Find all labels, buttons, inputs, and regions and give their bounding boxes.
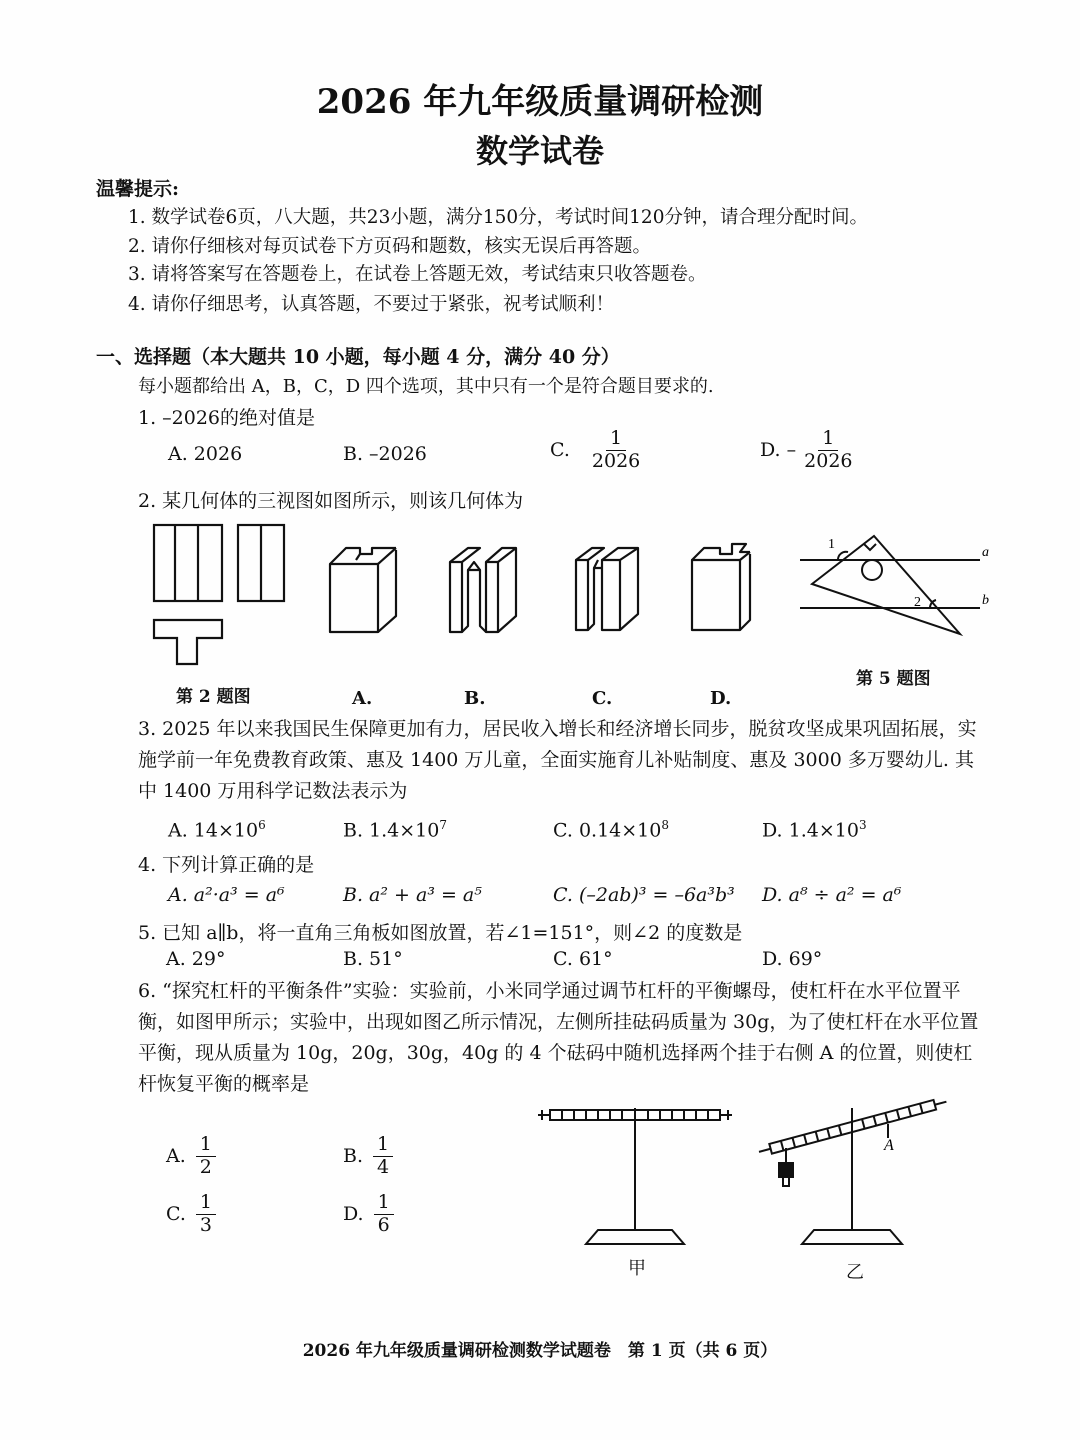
weight-block [778,1162,794,1178]
q1-option-b: B. –2026 [343,443,427,465]
solid-b-figure [446,540,521,640]
q2-option-b: B. [464,688,486,709]
tip-item: 1. 数学试卷6页，八大题，共23小题，满分150分，考试时间120分钟，请合理分配时间。 [128,207,868,228]
q2-figure-caption: 第 2 题图 [176,687,251,707]
page-title: 2026 年九年级质量调研检测 [316,82,764,122]
fraction-numerator: 1 [374,1192,394,1215]
q3-option-b [343,818,447,841]
question-1-stem: 1. –2026的绝对值是 [138,407,316,429]
q3-option-d [762,818,867,841]
q6-option-a-label: A. [166,1145,186,1168]
q3-option-c [553,818,669,841]
fraction-numerator: 1 [196,1192,216,1215]
q6-option-b-label: B. [343,1145,364,1168]
angle-1-label: 1 [828,537,835,552]
q5-option-c: C. 61° [553,948,613,970]
tips-heading: 温馨提示: [96,178,180,200]
solid-c-figure [572,540,647,640]
q6-option-c-label: C. [166,1203,186,1226]
q2-option-a: A. [352,688,373,709]
q1-option-a: A. 2026 [168,443,243,465]
q1-option-c-label: C. [550,439,570,462]
q5-figure-caption: 第 5 题图 [856,669,931,689]
point-a-label: A [884,1137,894,1154]
fraction-denominator: 2026 [804,449,853,472]
q3-option-a [168,818,266,841]
fraction-denominator: 3 [199,1213,212,1236]
tip-item: 2. 请你仔细核对每页试卷下方页码和题数，核实无误后再答题。 [128,236,652,257]
q3-option-a-exp: 6 [258,818,266,832]
q3-option-d-base: D. 1.4×10 [762,819,859,842]
q1-option-d-label: D. – [760,439,797,462]
q6-option-d [343,1192,396,1237]
line-a-label: a [982,545,989,560]
page-subtitle: 数学试卷 [475,132,604,170]
q6-option-a [166,1134,218,1179]
question-6-stem: 6. “探究杠杆的平衡条件”实验：实验前，小米同学通过调节杠杆的平衡螺母，使杠杆在水平位置平衡，如图甲所示；实验中，出现如图乙所示情况，左侧所挂砝码质量为 30g，为了使杠杆在水平位置平衡，现从质量为 10g，20g，30g，40g 的 4 个砝码中随机选择两个挂于右侧 A 的位置，则使杠杆恢复平衡的概率是 [138,980,979,1095]
question-3-stem: 3. 2025 年以来我国民生保障更加有力，居民收入增长和经济增长同步，脱贫攻坚成果巩固拓展，实施学前一年免费教育政策、惠及 1400 万儿童，全面实施育儿补贴制度、惠及 3000 多万婴幼儿. 其中 1400 万用科学记数法表示为 [138,718,977,802]
question-2-stem: 2. 某几何体的三视图如图所示，则该几何体为 [138,490,524,512]
lever-yi-caption: 乙 [846,1262,864,1283]
q6-option-b [343,1134,395,1179]
q3-option-b-exp: 7 [439,818,447,832]
q4-option-b: B. a² + a³ = a⁵ [343,884,482,906]
section-title: 一、选择题（本大题共 10 小题，每小题 4 分，满分 40 分） [96,346,620,368]
q6-option-d-label: D. [343,1203,364,1226]
q4-option-a: A. a²·a³ = a⁶ [168,884,285,906]
q4-option-d: D. a⁸ ÷ a² = a⁶ [762,884,902,906]
lever-figure-yi [756,1088,956,1258]
solid-a-figure [326,540,401,640]
tip-item: 3. 请将答案写在答题卷上，在试卷上答题无效，考试结束只收答题卷。 [128,264,707,285]
tip-item: 4. 请你仔细思考，认真答题，不要过于紧张，祝考试顺利！ [128,294,615,315]
three-view-figure [150,520,290,670]
fraction-denominator: 2026 [591,449,641,472]
line-b-label: b [982,593,989,608]
fraction-numerator: 1 [606,428,626,451]
solid-d-figure [688,540,763,640]
fraction-numerator: 1 [818,428,838,451]
section-instruction: 每小题都给出 A，B，C，D 四个选项，其中只有一个是符合题目要求的. [138,376,714,397]
fraction-denominator: 6 [377,1213,390,1236]
q1-option-c [550,428,646,473]
question-5-stem: 5. 已知 a∥b，将一直角三角板如图放置，若∠1=151°，则∠2 的度数是 [138,922,743,944]
angle-2-label: 2 [914,595,921,610]
fraction-denominator: 4 [377,1155,390,1178]
fraction-numerator: 1 [373,1134,393,1157]
q1-option-d [760,428,859,473]
q3-option-c-exp: 8 [661,818,669,832]
q2-option-d: D. [710,688,732,709]
fraction-denominator: 2 [199,1155,212,1178]
q5-option-d: D. 69° [762,948,823,970]
q3-option-b-base: B. 1.4×10 [343,819,440,842]
q2-option-c: C. [592,688,613,709]
q6-option-c [166,1192,218,1237]
q5-option-a: A. 29° [166,948,226,970]
q3-option-c-base: C. 0.14×10 [553,819,662,842]
q4-option-c: C. (–2ab)³ = –6a³b³ [553,884,735,906]
q3-option-a-base: A. 14×10 [168,819,259,842]
q5-option-b: B. 51° [343,948,403,970]
fraction-numerator: 1 [196,1134,216,1157]
lever-figure-jia [536,1104,736,1254]
question-4-stem: 4. 下列计算正确的是 [138,854,315,876]
lever-jia-caption: 甲 [628,1258,646,1279]
parallel-lines-triangle-figure [796,528,996,648]
q3-option-d-exp: 3 [858,818,867,832]
page-footer: 2026 年九年级质量调研检测数学试题卷 第 1 页（共 6 页） [302,1341,778,1361]
